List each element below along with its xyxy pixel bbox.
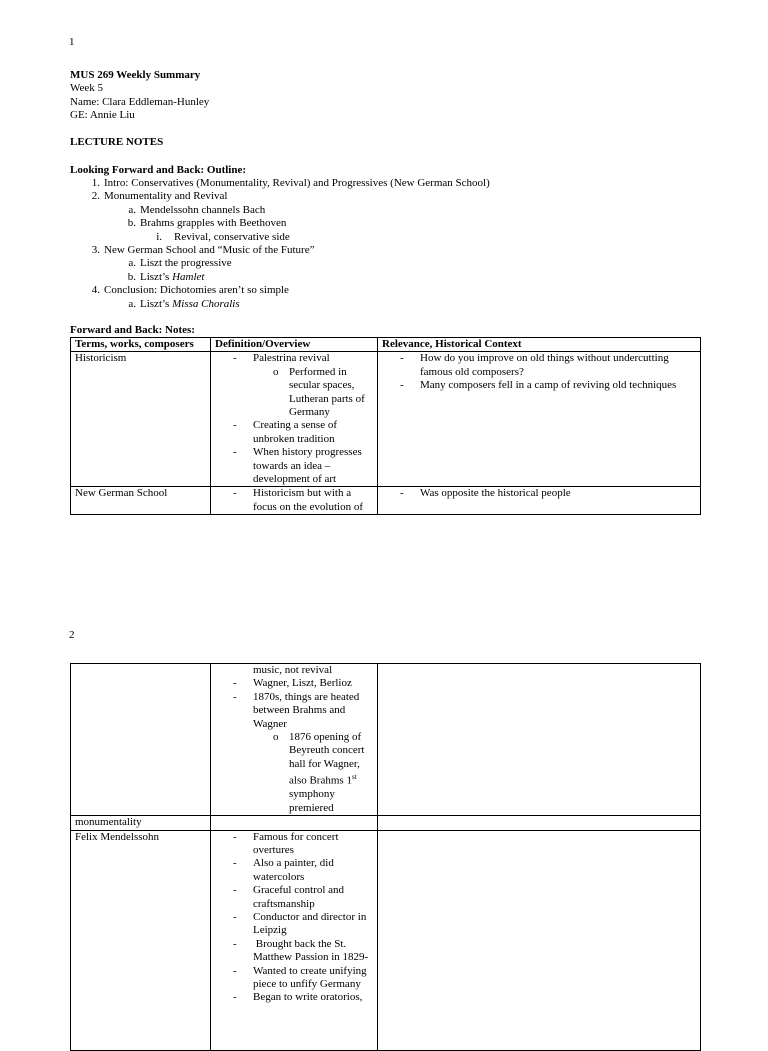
- definition-bullet: - Brought back the St. Matthew Passion in 1829-: [233, 938, 377, 965]
- definition-bullet: - Wanted to create unifying piece to unfify Germany: [233, 965, 377, 992]
- table-header-row: [71, 338, 701, 352]
- definition-subbullet: o 1876 opening of Beyreuth concert hall for Wagner, also Brahms 1st symphony premiered: [273, 731, 377, 815]
- document-title: MUS 269 Weekly Summary: [70, 69, 201, 81]
- definition-subbullet: o Performed in secular spaces, Lutheran parts of Germany: [273, 366, 377, 420]
- definition-cell: [211, 830, 378, 1050]
- outline-item-text: Mendelssohn channels Bach: [140, 203, 266, 216]
- outline-item-number: i.: [156, 230, 162, 243]
- outline-item-text: Liszt’s Missa Choralis: [140, 297, 240, 310]
- outline-item-number: 1.: [91, 177, 100, 189]
- relevance-cell: [378, 352, 701, 487]
- definition-cell: [211, 487, 378, 515]
- outline-item-number: 4.: [91, 284, 100, 297]
- outline-heading: Looking Forward and Back: Outline:: [70, 164, 247, 176]
- relevance-bullet: - Was opposite the historical people: [400, 487, 700, 500]
- notes-table-page2: [70, 663, 701, 1051]
- outline-item-text: Conclusion: Dichotomies aren’t so simple: [104, 284, 289, 297]
- definition-bullet: - Wagner, Liszt, Berlioz: [233, 677, 377, 690]
- relevance-bullet: - Many composers fell in a camp of reviving old techniques: [400, 379, 700, 392]
- outline-item-text: Brahms grapples with Beethoven: [140, 217, 287, 230]
- definition-bullet: - Historicism but with a focus on the evolution of: [233, 487, 377, 514]
- outline-item: [70, 190, 710, 203]
- term-cell: [71, 664, 211, 816]
- outline-item-number: 2.: [91, 190, 100, 203]
- definition-cell: [211, 664, 378, 816]
- relevance-cell: [378, 816, 701, 830]
- definition-bullet: - Graceful control and craftsmanship: [233, 884, 377, 911]
- outline-item: [70, 231, 710, 244]
- term-cell: Historicism: [71, 352, 211, 487]
- column-header-terms: Terms, works, composers: [71, 338, 211, 352]
- outline-item-text: Liszt the progressive: [140, 257, 232, 270]
- outline-item-number: b.: [127, 217, 136, 230]
- definition-bullet: - 1870s, things are heated between Brahms and Wagner o 1876 opening of Beyreuth concert hall for Wagner, also Brahms 1st symphony premiered: [233, 691, 377, 815]
- relevance-cell: [378, 664, 701, 816]
- table-row: [71, 664, 701, 816]
- definition-bullet: - Creating a sense of unbroken tradition: [233, 419, 377, 446]
- notes-table-page1: [70, 337, 701, 515]
- ge-name: GE: Annie Liu: [70, 109, 135, 122]
- author-name: Name: Clara Eddleman-Hunley: [70, 95, 210, 108]
- outline-item: [70, 298, 710, 311]
- section-heading: LECTURE NOTES: [70, 136, 164, 148]
- page-number: 2: [69, 629, 75, 641]
- outline-item: [70, 204, 710, 217]
- definition-bullet: - Conductor and director in Leipzig: [233, 911, 377, 938]
- outline-item: [70, 271, 710, 284]
- table-row: [71, 816, 701, 830]
- outline-item-text: Intro: Conservatives (Monumentality, Revival) and Progressives (New German School): [104, 177, 490, 189]
- column-header-definition: Definition/Overview: [211, 338, 378, 352]
- outline-item-text: Revival, conservative side: [174, 230, 290, 243]
- outline-item-number: a.: [128, 203, 136, 216]
- outline-item-number: a.: [128, 257, 136, 270]
- outline-item: [70, 244, 710, 257]
- outline-item: [70, 257, 710, 270]
- outline-item: [70, 177, 710, 190]
- outline-list: [70, 177, 710, 311]
- document-header: [70, 69, 710, 123]
- term-cell: Felix Mendelssohn: [71, 830, 211, 1050]
- column-header-relevance: Relevance, Historical Context: [378, 338, 701, 352]
- notes-heading: Forward and Back: Notes:: [70, 324, 195, 336]
- definition-bullet: - Famous for concert overtures: [233, 831, 377, 858]
- outline-item: [70, 217, 710, 230]
- definition-bullet: - Began to write oratorios,: [233, 991, 377, 1004]
- relevance-cell: [378, 487, 701, 515]
- definition-bullet: - When history progresses towards an idea – development of art: [233, 446, 377, 486]
- definition-cell: [211, 816, 378, 830]
- term-cell: monumentality: [71, 816, 211, 830]
- outline-item-number: b.: [127, 270, 136, 283]
- outline-item-text: Monumentality and Revival: [104, 190, 228, 203]
- outline-item: [70, 284, 710, 297]
- definition-continuation: music, not revival: [253, 664, 333, 676]
- relevance-bullet: - How do you improve on old things without undercutting famous old composers?: [400, 352, 700, 379]
- outline-item-text: Liszt’s Hamlet: [140, 270, 205, 283]
- page-number: 1: [69, 36, 75, 48]
- term-cell: New German School: [71, 487, 211, 515]
- week-label: Week 5: [70, 82, 104, 95]
- table-row: [71, 352, 701, 487]
- relevance-cell: [378, 830, 701, 1050]
- outline-item-number: 3.: [91, 243, 100, 256]
- outline-item-number: a.: [128, 297, 136, 310]
- definition-bullet: - Also a painter, did watercolors: [233, 857, 377, 884]
- definition-bullet: - Palestrina revival o Performed in secular spaces, Lutheran parts of Germany: [233, 352, 377, 419]
- table-row: [71, 487, 701, 515]
- table-row: [71, 830, 701, 1050]
- outline-item-text: New German School and “Music of the Future”: [104, 243, 315, 256]
- definition-cell: [211, 352, 378, 487]
